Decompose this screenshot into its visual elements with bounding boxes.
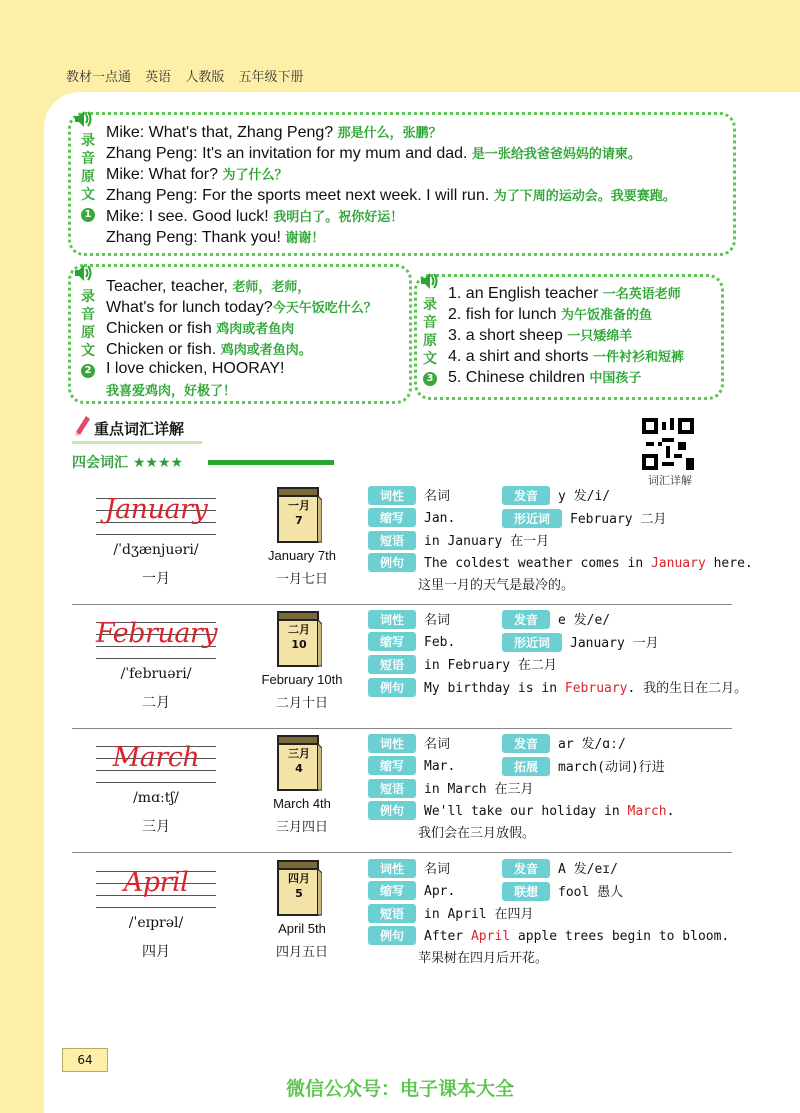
pos-value: 名词: [424, 489, 451, 504]
tag-abbr: 缩写: [368, 632, 416, 651]
recording-label-2: [80, 288, 96, 378]
phrase-line: [448, 325, 632, 345]
tag-phrase: 短语: [368, 779, 416, 798]
recording-label-3: [422, 296, 438, 386]
dialog-line: [106, 206, 403, 226]
sound-value: ar 发/ɑː/: [558, 737, 626, 752]
phrase-en: 3. a short sheep: [448, 327, 563, 344]
tag-phrase: 短语: [368, 655, 416, 674]
recording-number: 3: [423, 372, 437, 386]
tag-similar: 形近词: [502, 633, 562, 652]
header-item: 人教版: [185, 70, 225, 85]
recording-number: 2: [81, 364, 95, 378]
phonetic: /ˈeɪprəl/: [128, 915, 184, 931]
date-en: March 4th: [273, 796, 331, 811]
label-char: 文: [81, 187, 95, 203]
tag-example: 例句: [368, 553, 416, 572]
dialog-line: [106, 122, 442, 142]
example-word: January: [650, 556, 706, 571]
dialog-cn: 是一张给我爸爸妈妈的请柬。: [471, 147, 641, 162]
sound-value: A 发/eɪ/: [558, 862, 618, 877]
example-sentence: [424, 804, 674, 819]
dialog-cn: 老师，老师，: [232, 280, 311, 295]
example-pre: My birthday is in: [424, 681, 565, 696]
calendar-day: 4: [295, 762, 303, 775]
phrase-en: 2. fish for lunch: [448, 306, 557, 323]
word-meaning: 四月: [142, 944, 170, 960]
dialog-cn: 我明白了。祝你好运！: [273, 210, 404, 225]
speaker-icon[interactable]: [72, 262, 94, 284]
example-sentence: [424, 929, 729, 944]
example-word: March: [627, 804, 667, 819]
sound-value: e 发/e/: [558, 613, 611, 628]
speaker-icon[interactable]: [72, 108, 94, 130]
section-underline: [72, 441, 202, 444]
word-box: [96, 863, 216, 909]
example-pre: After: [424, 929, 471, 944]
tag-sound: 发音: [502, 859, 550, 878]
dialog-line: [106, 276, 310, 296]
date-cn: 三月四日: [275, 820, 328, 835]
example-sentence: [424, 556, 753, 571]
tag-association: 联想: [502, 882, 550, 901]
similar-value: January 一月: [570, 636, 659, 651]
dialog-en: Zhang Peng: Thank you!: [106, 229, 281, 246]
date-en: April 5th: [278, 921, 326, 936]
phrase-cn: 为午饭准备的鱼: [560, 308, 652, 323]
dialog-line: [106, 339, 312, 359]
label-char: 文: [423, 351, 437, 367]
dialog-en: Mike: What's that, Zhang Peng?: [106, 124, 334, 141]
similar-value: February 二月: [570, 512, 667, 527]
phrase-line: [448, 304, 652, 324]
heading-bar: [208, 460, 334, 465]
dialog-en: I love chicken, HOORAY!: [106, 360, 285, 377]
phrase-value: in April 在四月: [424, 907, 534, 922]
phonetic: /ˈdʒænjuəri/: [113, 542, 199, 558]
phrase-cn: 一只矮绵羊: [567, 329, 633, 344]
example-post: .: [666, 804, 675, 819]
phrase-value: in March 在三月: [424, 782, 534, 797]
vocab-entry-january: [72, 482, 753, 605]
phrase-line: [448, 367, 641, 387]
label-char: 原: [81, 169, 95, 185]
association-value: fool 愚人: [558, 885, 624, 900]
phonetic: /mɑːtʃ/: [133, 790, 179, 806]
word-meaning: 一月: [142, 571, 170, 587]
phrase-cn: 中国孩子: [589, 371, 642, 386]
tag-sound: 发音: [502, 486, 550, 505]
word-meaning: 三月: [142, 819, 170, 835]
footer-watermark: 微信公众号：电子课本大全: [285, 1078, 514, 1100]
tag-sound: 发音: [502, 734, 550, 753]
word: April: [123, 867, 189, 898]
word: February: [96, 618, 218, 649]
example-word: February: [564, 681, 628, 696]
tag-abbr: 缩写: [368, 881, 416, 900]
section-title: 重点词汇详解: [94, 420, 185, 438]
calendar-day: 10: [291, 638, 307, 651]
phrase-cn: 一名英语老师: [602, 287, 681, 302]
example-cn: 苹果树在四月后开花。: [418, 951, 549, 966]
abbr-value: Mar.: [424, 759, 456, 774]
phrase-value: in January 在一月: [424, 534, 550, 549]
dialog-line: [106, 360, 284, 378]
dialog-line: [106, 318, 294, 338]
four-skill-heading: 四会词汇 ★★★★: [72, 455, 184, 471]
pos-value: 名词: [424, 613, 451, 628]
calendar-day: 5: [295, 887, 303, 900]
abbr-value: Apr.: [424, 884, 456, 899]
tag-pos: 词性: [368, 859, 416, 878]
tag-extension: 拓展: [502, 757, 550, 776]
dialog-cn: 鸡肉或者鱼肉: [216, 322, 295, 337]
abbr-value: Feb.: [424, 635, 456, 650]
example-cn: 这里一月的天气是最冷的。: [418, 578, 575, 593]
vocab-entry-march: [72, 730, 732, 853]
date-en: February 10th: [261, 672, 343, 687]
tag-phrase: 短语: [368, 531, 416, 550]
phrase-line: [448, 346, 684, 366]
calendar-month: 一月: [288, 499, 310, 512]
calendar-text: [276, 498, 322, 528]
date-en: January 7th: [268, 548, 336, 563]
dialog-en: Chicken or fish: [106, 320, 212, 337]
dialog-cn: 谢谢！: [285, 231, 325, 246]
page-number: 64: [62, 1048, 108, 1072]
example-post: apple trees begin to bloom.: [510, 929, 730, 944]
label-char: 音: [81, 151, 95, 167]
tag-phrase: 短语: [368, 904, 416, 923]
calendar-text: [276, 746, 322, 776]
label-char: 音: [423, 315, 437, 331]
dialog-en: Chicken or fish.: [106, 341, 217, 358]
word-box: [96, 738, 216, 784]
example-word: April: [470, 929, 511, 944]
dialog-en: What's for lunch today?: [106, 299, 273, 316]
tag-example: 例句: [368, 678, 416, 697]
word-meaning: 二月: [142, 695, 170, 711]
dialog-en: Mike: What for?: [106, 166, 219, 183]
dialog-line: [106, 227, 324, 247]
example-post: here.: [705, 556, 753, 571]
qr-code-icon[interactable]: [642, 418, 694, 470]
dialog-en: Zhang Peng: It's an invitation for my mum and dad.: [106, 145, 468, 162]
pos-value: 名词: [424, 737, 451, 752]
calendar-day: 7: [295, 514, 303, 527]
dialog-cn: 今天午饭吃什么？: [272, 301, 377, 316]
phrase-en: 5. Chinese children: [448, 369, 585, 386]
tag-pos: 词性: [368, 734, 416, 753]
tag-example: 例句: [368, 926, 416, 945]
example-post: . 我的生日在二月。: [627, 681, 748, 696]
tag-similar: 形近词: [502, 509, 562, 528]
sound-value: y 发/i/: [558, 489, 611, 504]
header-item: 五年级下册: [238, 70, 304, 85]
word-box: [96, 614, 216, 660]
word-box: [96, 490, 216, 536]
label-char: 录: [81, 133, 95, 149]
qr-label: 词汇详解: [648, 474, 692, 487]
dialog-line: [106, 380, 236, 400]
calendar-month: 二月: [288, 623, 310, 636]
example-pre: The coldest weather comes in: [424, 556, 651, 571]
abbr-value: Jan.: [424, 511, 456, 526]
date-cn: 二月十日: [275, 696, 328, 711]
dialog-cn: 为了下周的运动会。我要赛跑。: [493, 189, 676, 204]
header-item: 英语: [145, 70, 172, 85]
label-char: 音: [81, 307, 95, 323]
label-char: 录: [81, 289, 95, 305]
calendar-month: 三月: [288, 747, 310, 760]
dialog-line: [106, 297, 377, 317]
dialog-cn: 为了什么？: [222, 168, 288, 183]
label-char: 原: [81, 325, 95, 341]
label-char: 原: [423, 333, 437, 349]
dialog-line: [106, 143, 641, 163]
label-char: 文: [81, 343, 95, 359]
example-cn: 我们会在三月放假。: [418, 826, 536, 841]
tag-abbr: 缩写: [368, 508, 416, 527]
example-sentence: [424, 681, 747, 696]
date-cn: 四月五日: [275, 945, 328, 960]
phrase-en: 4. a shirt and shorts: [448, 348, 589, 365]
dialog-en: Mike: I see. Good luck!: [106, 208, 269, 225]
pencil-icon: [72, 414, 92, 436]
dialog-en: Teacher, teacher,: [106, 278, 228, 295]
speaker-icon[interactable]: [418, 270, 440, 292]
tag-pos: 词性: [368, 610, 416, 629]
date-cn: 一月七日: [275, 572, 328, 587]
phrase-value: in February 在二月: [424, 658, 557, 673]
dialog-cn: 鸡肉或者鱼肉。: [220, 343, 312, 358]
dialog-cn: 那是什么，张鹏？: [337, 126, 442, 141]
phonetic: /ˈfebruəri/: [120, 666, 192, 682]
header-item: 教材一点通: [66, 70, 132, 85]
extension-value: march(动词)行进: [558, 760, 665, 775]
label-char: 录: [423, 297, 437, 313]
calendar-text: [276, 622, 322, 652]
recording-number: 1: [81, 208, 95, 222]
tag-sound: 发音: [502, 610, 550, 629]
tag-abbr: 缩写: [368, 756, 416, 775]
running-header: [66, 66, 313, 85]
dialog-cn: 我喜爱鸡肉，好极了！: [106, 384, 237, 399]
recording-label-1: [80, 132, 96, 222]
dialog-en: Zhang Peng: For the sports meet next week. I will run.: [106, 187, 490, 204]
word: January: [104, 494, 208, 525]
pos-value: 名词: [424, 862, 451, 877]
vocab-entry-february: [72, 606, 748, 729]
vocab-entry-april: [72, 855, 732, 977]
word: March: [112, 742, 200, 773]
calendar-month: 四月: [288, 872, 310, 885]
dialog-line: [106, 164, 288, 184]
dialog-line: [106, 185, 676, 205]
calendar-text: [276, 871, 322, 901]
phrase-en: 1. an English teacher: [448, 285, 599, 302]
phrase-line: [448, 283, 681, 303]
tag-pos: 词性: [368, 486, 416, 505]
example-pre: We'll take our holiday in: [424, 804, 628, 819]
tag-example: 例句: [368, 801, 416, 820]
phrase-cn: 一件衬衫和短裤: [592, 350, 684, 365]
